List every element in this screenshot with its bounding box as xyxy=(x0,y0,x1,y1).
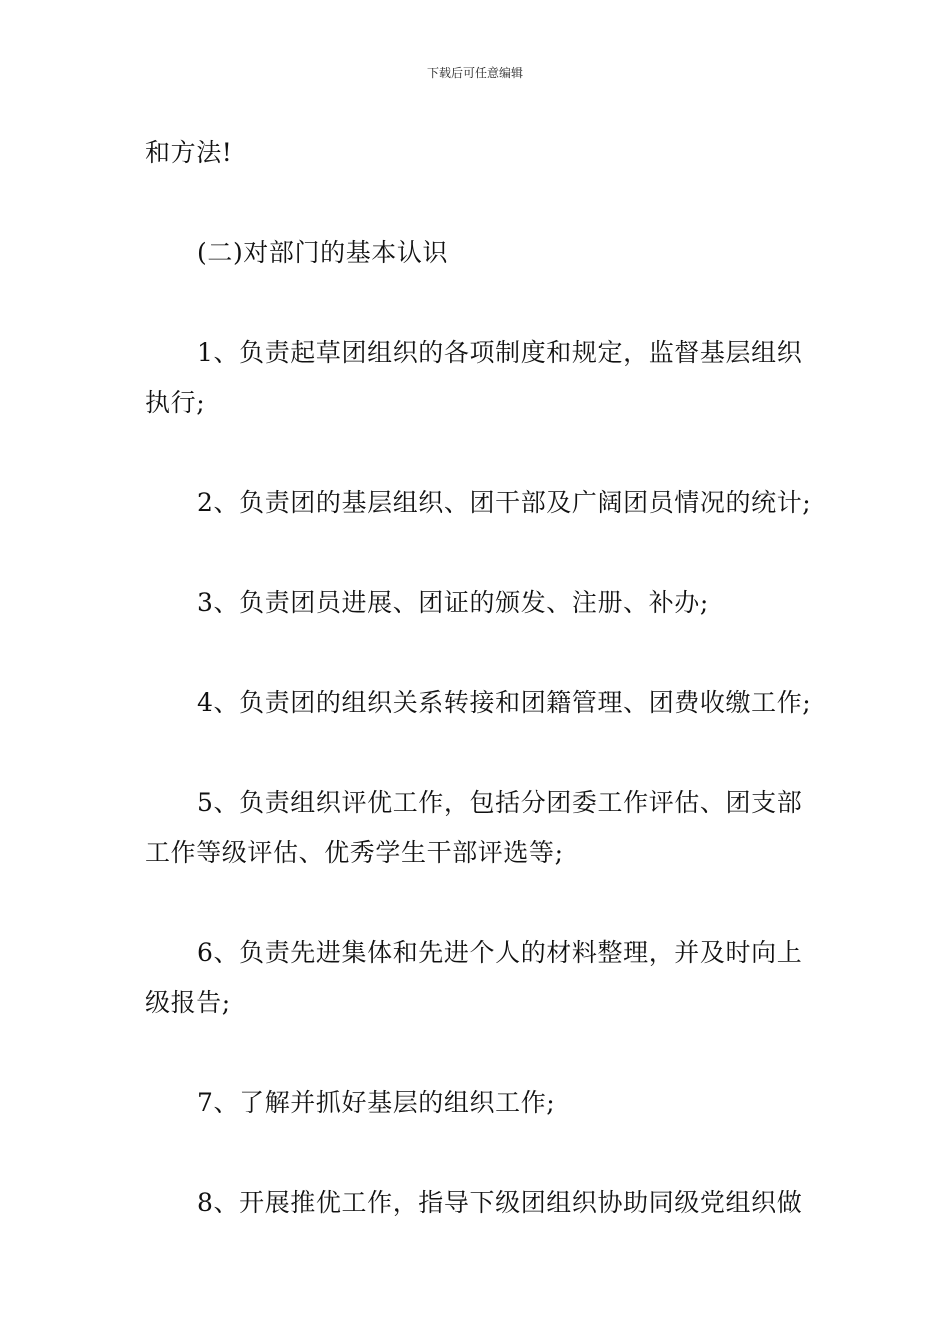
list-item-6-line-1: 6、负责先进集体和先进个人的材料整理，并及时向上 xyxy=(197,938,803,967)
paragraph-line: 和方法! xyxy=(145,138,233,167)
section-heading: (二)对部门的基本认识 xyxy=(197,238,449,267)
list-item-6-line-2: 级报告; xyxy=(145,988,231,1017)
list-item-3: 3、负责团员进展、团证的颁发、注册、补办; xyxy=(197,588,709,617)
page-header: 下载后可任意编辑 xyxy=(426,66,523,80)
list-item-5-line-2: 工作等级评估、优秀学生干部评选等; xyxy=(145,838,564,867)
list-item-8: 8、开展推优工作，指导下级团组织协助同级党组织做 xyxy=(197,1188,803,1217)
list-item-1-line-2: 执行; xyxy=(145,388,206,417)
list-item-4: 4、负责团的组织关系转接和团籍管理、团费收缴工作; xyxy=(197,688,812,717)
list-item-1-line-1: 1、负责起草团组织的各项制度和规定，监督基层组织 xyxy=(197,338,803,367)
list-item-2: 2、负责团的基层组织、团干部及广阔团员情况的统计; xyxy=(197,488,812,517)
document-body xyxy=(145,128,810,1228)
list-item-5-line-1: 5、负责组织评优工作，包括分团委工作评估、团支部 xyxy=(197,788,803,817)
list-item-7: 7、了解并抓好基层的组织工作; xyxy=(197,1088,556,1117)
